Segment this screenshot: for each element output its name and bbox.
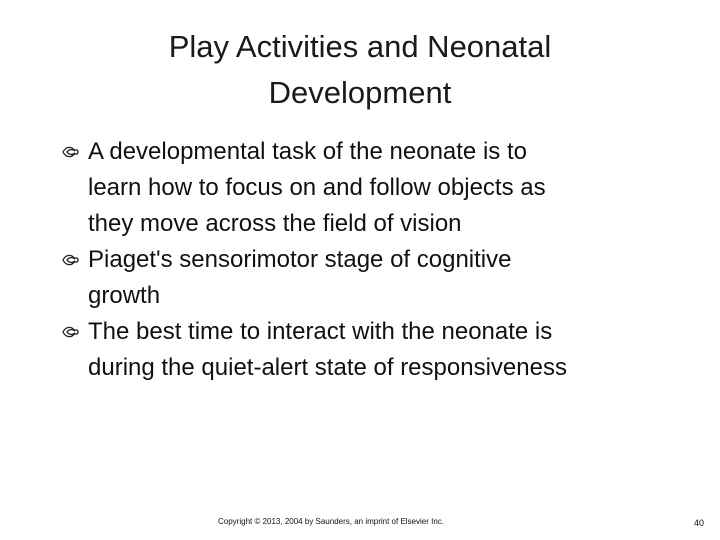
slide-title-line: Development bbox=[268, 75, 452, 110]
bullet-item bbox=[60, 242, 680, 314]
bullet-line: they move across the field of vision bbox=[88, 210, 462, 237]
bullet-item bbox=[60, 134, 680, 242]
bullet-line: The best time to interact with the neonate is bbox=[88, 318, 553, 345]
bullet-line: learn how to focus on and follow objects as bbox=[88, 174, 546, 201]
slide-title bbox=[60, 24, 660, 116]
fleuron-bullet-icon bbox=[60, 250, 80, 270]
bullet-line: during the quiet-alert state of responsiveness bbox=[88, 354, 567, 381]
bullet-list bbox=[60, 134, 680, 386]
slide-title-line: Play Activities and Neonatal bbox=[168, 29, 552, 64]
bullet-line: Piaget's sensorimotor stage of cognitive bbox=[88, 246, 512, 273]
fleuron-bullet-icon bbox=[60, 142, 80, 162]
bullet-line: growth bbox=[88, 282, 161, 309]
slide-footer bbox=[0, 514, 720, 530]
copyright-notice: Copyright © 2013, 2004 by Saunders, an imprint of Elsevier Inc. bbox=[218, 517, 445, 526]
bullet-item bbox=[60, 314, 680, 386]
bullet-line: A developmental task of the neonate is to bbox=[88, 138, 527, 165]
fleuron-bullet-icon bbox=[60, 322, 80, 342]
page-number: 40 bbox=[693, 518, 704, 528]
